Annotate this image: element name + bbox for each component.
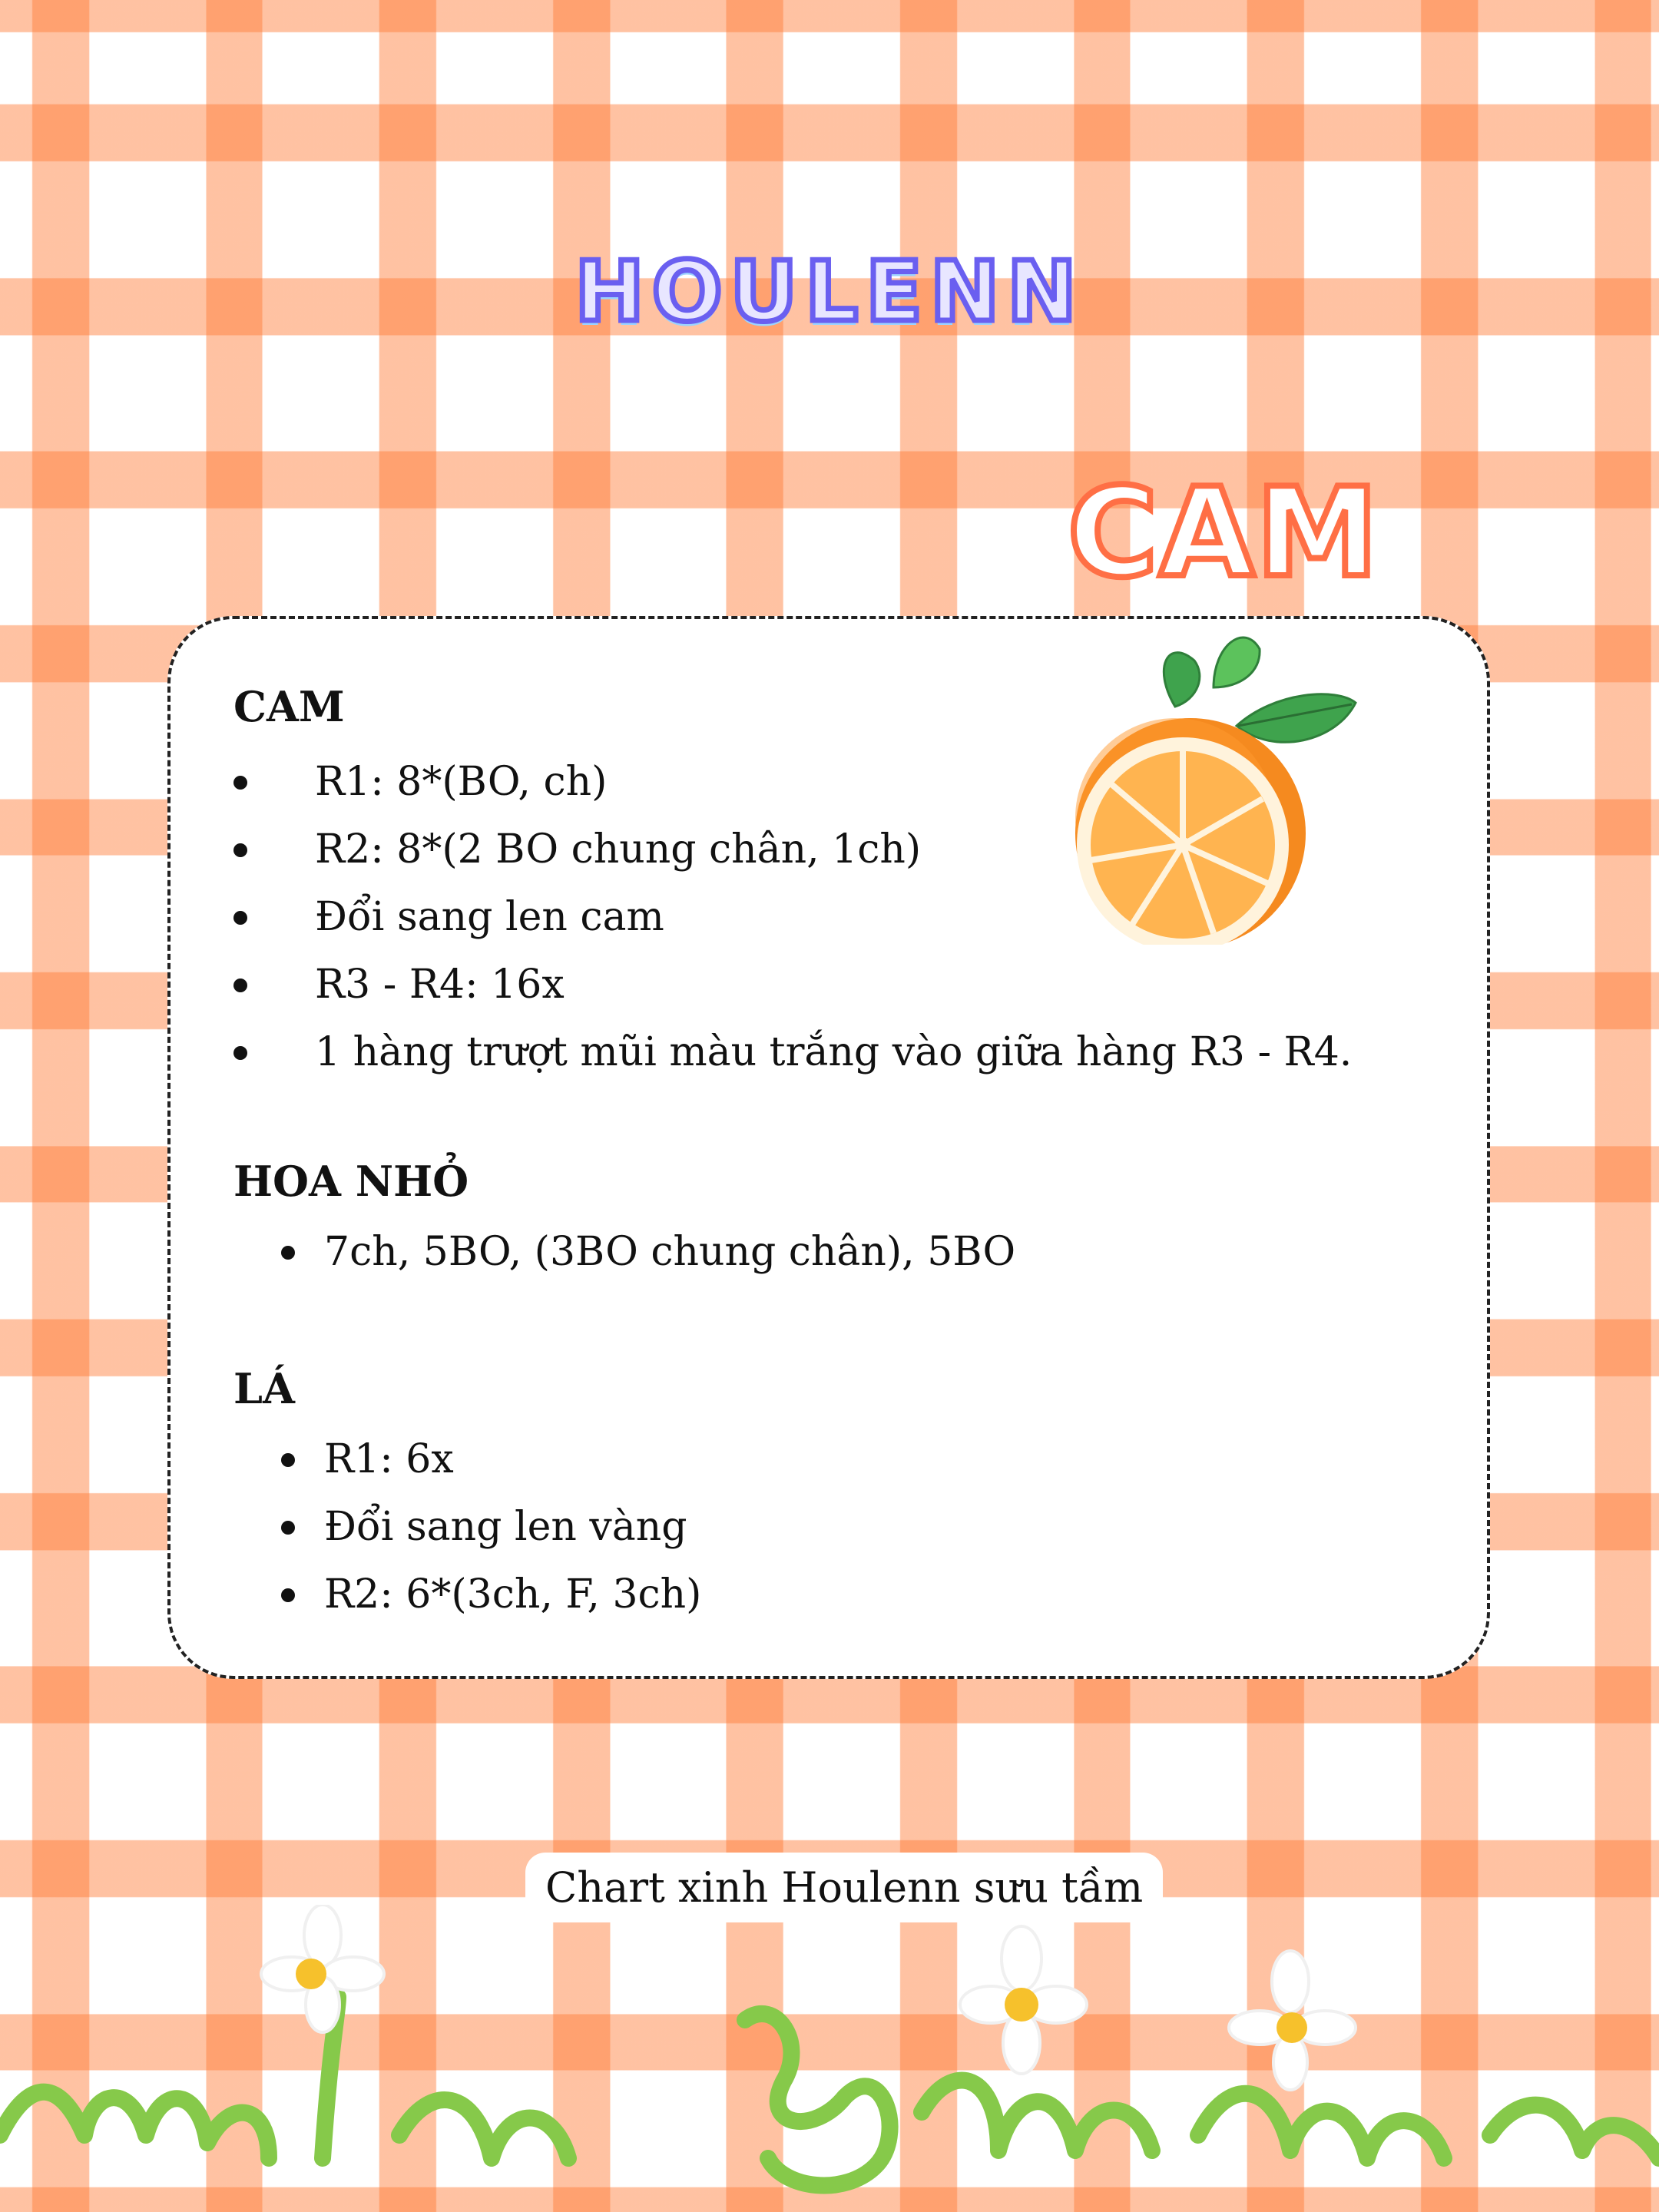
page-title: CAM	[1068, 461, 1380, 604]
section-heading: HOA NHỎ	[233, 1157, 469, 1206]
section-hoa-nho	[233, 1158, 1015, 1286]
list-item: R3 - R4: 16x	[233, 951, 1352, 1018]
bullet-icon	[281, 1453, 295, 1467]
list-item: R2: 8*(2 BO chung chân, 1ch)	[233, 816, 1352, 883]
bullet-icon	[233, 911, 247, 925]
grass-doodle	[0, 1905, 1659, 2212]
daisy-flower-icon	[261, 1905, 384, 2032]
brand-text: HOULENN	[575, 244, 1084, 340]
list-item: R1: 6x	[233, 1426, 701, 1493]
bullet-icon	[281, 1521, 295, 1535]
section-heading: CAM	[233, 682, 345, 731]
bullet-icon	[281, 1246, 295, 1260]
list-item: 1 hàng trượt mũi màu trắng vào giữa hàng R3 - R4.	[233, 1018, 1352, 1086]
orange-slice-icon	[1060, 614, 1367, 945]
daisy-flower-icon	[1229, 1951, 1356, 2090]
section-la	[233, 1366, 701, 1628]
bullet-icon	[233, 843, 247, 857]
bullet-icon	[281, 1588, 295, 1602]
bullet-icon	[233, 1046, 247, 1060]
list-item: R2: 6*(3ch, F, 3ch)	[233, 1561, 701, 1628]
daisy-flower-icon	[960, 1926, 1087, 2074]
step-list	[233, 1218, 1015, 1286]
credit-label: Chart xinh Houlenn sưu tầm	[525, 1853, 1163, 1922]
brand-logo	[0, 244, 1659, 340]
step-list	[233, 1426, 701, 1628]
list-item: R1: 8*(BO, ch)	[233, 748, 1352, 816]
list-item: 7ch, 5BO, (3BO chung chân), 5BO	[233, 1218, 1015, 1286]
bullet-icon	[233, 979, 247, 992]
list-item: Đổi sang len cam	[233, 883, 1352, 951]
section-heading: LÁ	[233, 1364, 295, 1413]
list-item: Đổi sang len vàng	[233, 1493, 701, 1561]
bullet-icon	[233, 776, 247, 790]
